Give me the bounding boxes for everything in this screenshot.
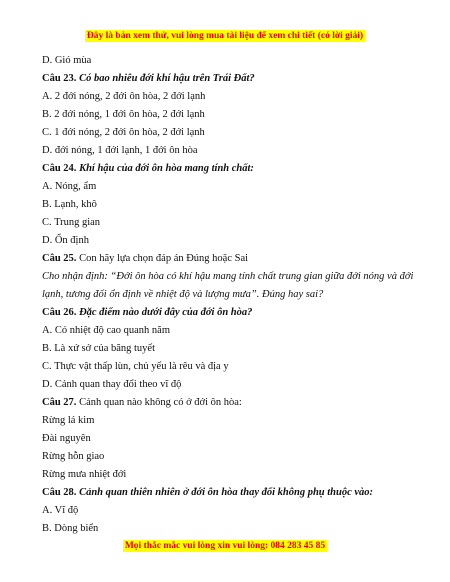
answer-option: Rừng hỗn giao [42, 451, 105, 462]
question-number: Câu 26. [42, 307, 77, 318]
answer-option: C. Trung gian [42, 217, 101, 228]
question-number: Câu 28. [42, 487, 77, 498]
question-text: Cảnh quan nào không có ở đới ôn hòa: [79, 397, 242, 408]
question-text: Có bao nhiêu đới khí hậu trên Trái Đất? [79, 73, 255, 84]
question-number: Câu 27. [42, 397, 77, 408]
question-text: Khí hậu của đới ôn hòa mang tính chất: [79, 163, 254, 174]
question-25 [42, 250, 414, 268]
question-23 [42, 70, 414, 88]
answer-option: Đài nguyên [42, 433, 91, 444]
contact-footer-text: Mọi thắc mắc vui lòng xin vui lòng: 084 283 45 85 [124, 541, 326, 551]
question-number: Câu 24. [42, 163, 77, 174]
question-28 [42, 484, 414, 502]
answer-option: B. Lạnh, khô [42, 199, 97, 210]
answer-option: A. 2 đới nóng, 2 đới ôn hòa, 2 đới lạnh [42, 91, 206, 102]
answer-option: D. Cảnh quan thay đổi theo vĩ độ [42, 379, 182, 390]
contact-footer-banner [0, 535, 450, 553]
question-24 [42, 160, 414, 178]
answer-option: B. Là xứ sở của băng tuyết [42, 343, 156, 354]
question-text: Đặc điểm nào dưới đây của đới ôn hòa? [79, 307, 253, 318]
question-text: Cảnh quan thiên nhiên ở đới ôn hòa thay đổi không phụ thuộc vào: [79, 487, 374, 498]
answer-option: A. Vĩ độ [42, 505, 79, 516]
question-statement: Cho nhận định: “Đới ôn hòa có khí hậu mang tính chất trung gian giữa đới nóng và đới lạnh, tương đối ổn định về nhiệt độ và lượng mưa”. Đúng hay sai? [42, 271, 414, 300]
question-number: Câu 25. [42, 253, 77, 264]
question-26 [42, 304, 414, 322]
answer-option: D. Ổn định [42, 235, 89, 246]
preview-notice-banner [0, 25, 450, 43]
answer-option: D. đới nóng, 1 đới lạnh, 1 đới ôn hòa [42, 145, 198, 156]
answer-option: A. Nóng, ẩm [42, 181, 97, 192]
answer-option: Rừng mưa nhiệt đới [42, 469, 127, 480]
answer-option: A. Có nhiệt độ cao quanh năm [42, 325, 171, 336]
answer-option: B. Dòng biển [42, 523, 99, 534]
preview-notice-text: Đây là bản xem thử, vui lòng mua tài liệu để xem chi tiết (có lời giải) [86, 31, 364, 41]
answer-option: D. Gió mùa [42, 55, 92, 66]
answer-option: C. 1 đới nóng, 2 đới ôn hòa, 2 đới lạnh [42, 127, 205, 138]
answer-option: B. 2 đới nóng, 1 đới ôn hòa, 2 đới lạnh [42, 109, 205, 120]
question-text: Con hãy lựa chọn đáp án Đúng hoặc Sai [79, 253, 249, 264]
question-27 [42, 394, 414, 412]
answer-option: Rừng lá kim [42, 415, 95, 426]
question-number: Câu 23. [42, 73, 77, 84]
document-body [42, 52, 414, 538]
answer-option: C. Thực vật thấp lùn, chủ yếu là rêu và địa y [42, 361, 229, 372]
